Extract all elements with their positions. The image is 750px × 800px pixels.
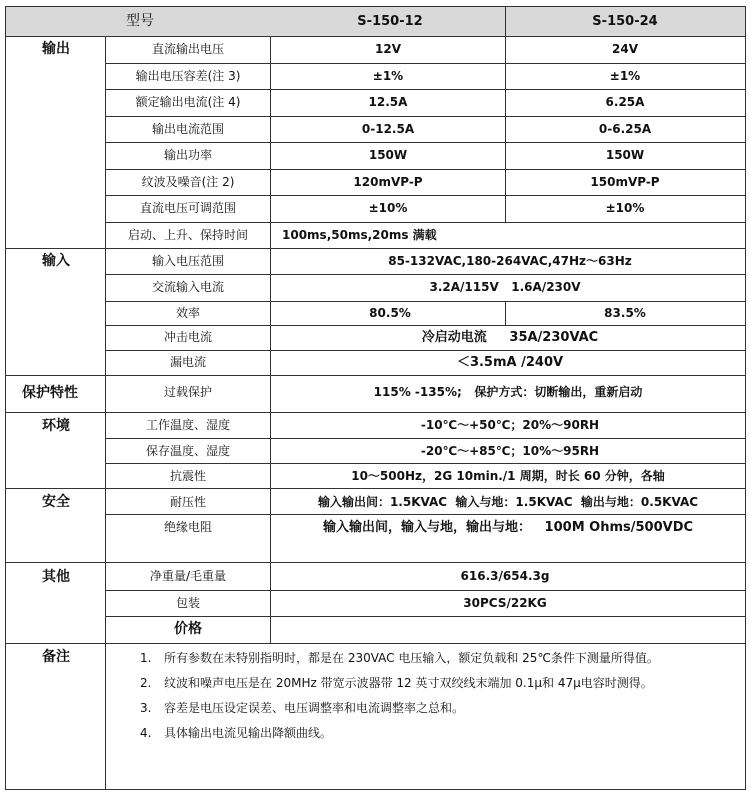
model-s-150-24-header: S-150-24: [592, 14, 658, 29]
row-label: 过载保护: [163, 385, 213, 399]
row-line: [5, 412, 746, 413]
column-divider: [505, 6, 506, 222]
value-s150-12: ±1%: [372, 69, 404, 83]
value-s150-12: 0-12.5A: [361, 122, 415, 136]
remark-number: 1.: [140, 651, 152, 665]
row-line: [105, 463, 746, 464]
row-label: 输出电压容差(注 3): [135, 69, 241, 83]
row-line: [105, 514, 746, 515]
value-s150-24: ±10%: [605, 201, 645, 215]
row-label: 直流电压可调范围: [139, 201, 237, 215]
row-value: 输入输出间：1.5KVAC 输入与地：1.5KVAC 输出与地：0.5KVAC: [317, 495, 699, 509]
section-input: 输入: [42, 253, 70, 269]
row-label: 包装: [175, 596, 201, 610]
value-s150-12: 120mVP-P: [353, 175, 423, 189]
remark-number: 2.: [140, 676, 152, 690]
row-label: 交流输入电流: [151, 280, 225, 294]
border: [5, 6, 746, 7]
remark-text: 所有参数在未特别指明时，都是在 230VAC 电压输入，额定负载和 25℃条件下测量所得值。: [164, 651, 659, 665]
row-value: 115% -135%; 保护方式：切断输出，重新启动: [373, 385, 643, 399]
row-value: 30PCS/22KG: [463, 596, 547, 610]
value-s150-24: 150mVP-P: [590, 175, 660, 189]
value-s150-24: 150W: [605, 148, 645, 162]
column-divider: [105, 36, 106, 790]
row-line: [5, 36, 746, 37]
row-line: [105, 222, 746, 223]
value-s150-24: ±1%: [609, 69, 641, 83]
row-value: 冷启动电流 35A/230VAC: [421, 330, 599, 345]
value-s150-24: 6.25A: [605, 95, 645, 109]
remark-number: 3.: [140, 701, 152, 715]
row-label: 额定输出电流(注 4): [135, 95, 241, 109]
row-label: 耐压性: [169, 495, 207, 509]
row-line: [105, 89, 746, 90]
column-divider: [505, 301, 506, 325]
row-value: 3.2A/115V 1.6A/230V: [429, 280, 581, 294]
row-line: [105, 195, 746, 196]
section-environment: 环境: [42, 418, 70, 434]
value-s150-12: ±10%: [368, 201, 408, 215]
value-s150-12: 12V: [375, 42, 401, 56]
remark-text: 纹波和噪声电压是在 20MHz 带宽示波器带 12 英寸双绞线末端加 0.1μ和 47μ电容时测得。: [164, 676, 653, 690]
row-label: 输出功率: [163, 148, 213, 162]
row-value: 100ms,50ms,20ms 满载: [282, 228, 437, 242]
row-label: 启动、上升、保持时间: [127, 228, 249, 242]
border: [5, 789, 746, 790]
row-label: 漏电流: [169, 355, 207, 369]
row-label: 净重量/毛重量: [149, 569, 227, 583]
row-value: ＜3.5mA /240V: [456, 355, 564, 370]
row-line: [5, 562, 746, 563]
row-label: 输入电压范围: [151, 254, 225, 268]
row-label: 绝缘电阻: [163, 520, 213, 534]
row-line: [105, 301, 746, 302]
row-label: 工作温度、湿度: [145, 418, 231, 432]
row-line: [5, 643, 746, 644]
row-line: [5, 248, 746, 249]
row-line: [5, 488, 746, 489]
row-label: 抗震性: [169, 469, 207, 483]
section-remarks: 备注: [42, 649, 70, 665]
model-s-150-12-header: S-150-12: [357, 14, 423, 29]
column-divider: [270, 36, 271, 643]
row-line: [105, 350, 746, 351]
row-label: 输出电流范围: [151, 122, 225, 136]
value-s150-24: 24V: [612, 42, 638, 56]
row-label-price: 价格: [174, 621, 202, 637]
section-protection: 保护特性: [22, 385, 78, 401]
remark-text: 具体输出电流见输出降额曲线。: [164, 726, 333, 740]
row-label: 效率: [175, 306, 201, 320]
value-s150-12: 150W: [368, 148, 408, 162]
row-line: [105, 325, 746, 326]
row-value: -10℃～+50℃；20%～90RH: [420, 418, 600, 432]
row-line: [105, 438, 746, 439]
remark-number: 4.: [140, 726, 152, 740]
border: [5, 6, 6, 790]
row-value: 616.3/654.3g: [460, 569, 550, 583]
section-others: 其他: [42, 569, 70, 585]
row-line: [105, 169, 746, 170]
row-label: 直流输出电压: [151, 42, 225, 56]
row-line: [105, 142, 746, 143]
section-safety: 安全: [42, 494, 70, 510]
row-line: [105, 590, 746, 591]
row-line: [105, 616, 746, 617]
value-s150-12: 12.5A: [368, 95, 408, 109]
row-line: [105, 63, 746, 64]
border: [745, 6, 746, 790]
row-line: [5, 375, 746, 376]
row-value: 85-132VAC,180-264VAC,47Hz～63Hz: [388, 254, 632, 268]
value-s150-24: 0-6.25A: [598, 122, 652, 136]
model-header: 型号: [126, 13, 154, 29]
value-s150-12: 80.5%: [369, 306, 411, 320]
row-value: 10～500Hz，2G 10min./1 周期，时长 60 分钟，各轴: [351, 469, 665, 483]
row-label: 保存温度、湿度: [145, 444, 231, 458]
section-output: 输出: [42, 41, 70, 57]
row-value: 输入输出间，输入与地，输出与地： 100M Ohms/500VDC: [322, 520, 694, 535]
row-label: 冲击电流: [163, 330, 213, 344]
row-line: [105, 274, 746, 275]
value-s150-24: 83.5%: [604, 306, 646, 320]
row-label: 纹波及噪音(注 2): [141, 175, 235, 189]
remark-text: 容差是电压设定误差、电压调整率和电流调整率之总和。: [164, 701, 465, 715]
row-line: [105, 116, 746, 117]
row-value: -20℃～+85℃；10%～95RH: [420, 444, 600, 458]
